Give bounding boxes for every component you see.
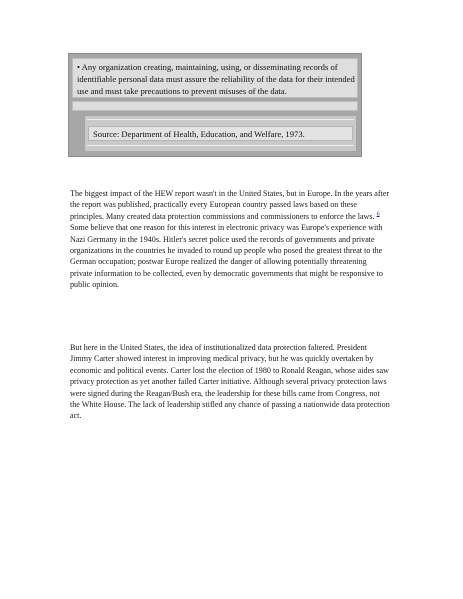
quote-spacer-row	[72, 101, 358, 111]
paragraph-text: Some believe that one reason for this interest in electronic privacy was Europe's experience with Nazi Germany in the 1940s. Hitler's secret police used the records of governments and private organizations in the countries he invaded to round up people who posed the greatest threat to the German occupation; postwar Europe realized the danger of allowing potentially threatening private information to be collected, even by democratic governments that might be responsive to public opinion.	[70, 223, 383, 290]
source-box	[88, 126, 353, 141]
footnote-link[interactable]: 6	[376, 211, 380, 218]
source-divider	[87, 145, 354, 146]
quote-box	[68, 53, 362, 157]
source-divider	[87, 119, 354, 120]
paragraph-us-privacy: But here in the United States, the idea of institutionalized data protection faltered. President Jimmy Carter showed interest in improving medical privacy, but he was quickly overtaken by economic and political events. Carter lost the election of 1980 to Ronald Reagan, whose aides saw privacy protection as yet another failed Carter initiative. Although several privacy protection laws were signed during the Reagan/Bush era, the leadership for these bills came from Congress, not the White House. The lack of leadership stifled any chance of passing a nationwide data protection act.	[70, 343, 390, 421]
source-text: Source: Department of Health, Education, and Welfare, 1973.	[93, 129, 305, 139]
paragraph-hew-europe	[70, 188, 390, 291]
source-panel	[84, 115, 357, 152]
quote-bullet-text: • Any organization creating, maintaining, using, or disseminating records of identifiable personal data must assure the reliability of the data for their intended use and must take precautions to prevent misuses of the data.	[77, 62, 355, 96]
paragraph-text: The biggest impact of the HEW report wasn't in the United States, but in Europe. In the years after the report was published, practically every European country passed laws based on these principles. Many created data protection commissions and commissioners to enforce the laws.	[70, 189, 390, 221]
quote-bullet-row	[72, 58, 358, 98]
